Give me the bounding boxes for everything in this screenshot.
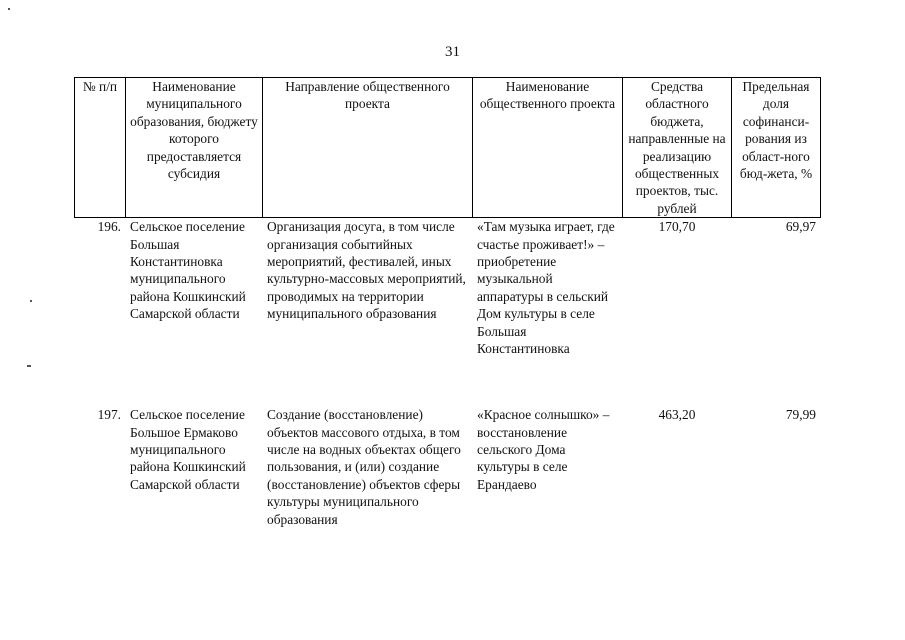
header-project-direction: Направление общественного проекта [263, 78, 473, 218]
table-row [75, 218, 821, 407]
municipality-cell: Сельское поселение Большое Ермаково муниципального района Кошкинский Самарской области [130, 407, 246, 492]
header-municipality: Наименование муниципального образования, бюджету которого предоставляется субсидия [126, 78, 263, 218]
scan-artifact [27, 365, 31, 367]
table-header-row [75, 78, 821, 218]
municipality-cell: Сельское поселение Большая Константиновка муниципального района Кошкинский Самарской области [130, 219, 246, 322]
header-project-name: Наименование общественного проекта [473, 78, 623, 218]
direction-cell: Создание (восстановление) объектов массового отдыха, в том числе на водных объектах общего пользования, и (или) создание (восстановление) объектов сферы культуры муниципального образования [267, 407, 461, 527]
cofinancing-share-cell: 69,97 [785, 219, 816, 235]
scan-artifact [30, 300, 32, 302]
subsidy-table [74, 77, 821, 536]
cofinancing-share-cell: 79,99 [785, 407, 816, 423]
header-budget-funds: Средства областного бюджета, направленные на реализацию общественных проектов, тыс. рублей [623, 78, 732, 218]
budget-funds-cell: 170,70 [658, 219, 696, 235]
header-cofinancing-share: Предельная доля софинанси-рования из област-ного бюд-жета, % [732, 78, 821, 218]
table-row [75, 406, 821, 536]
direction-cell: Организация досуга, в том числе организация событийных мероприятий, фестивалей, иных культурно-массовых мероприятий, проводимых на территории муниципального образования [267, 219, 466, 322]
budget-funds-cell: 463,20 [658, 407, 696, 423]
project-name-cell: «Красное солнышко» – восстановление сельского Дома культуры в селе Ерандаево [477, 407, 610, 492]
page-number: 31 [445, 44, 460, 60]
row-number: 196. [97, 219, 121, 235]
row-number: 197. [97, 407, 121, 423]
scan-artifact [8, 8, 10, 10]
header-number: № п/п [75, 78, 126, 218]
project-name-cell: «Там музыка играет, где счастье проживает!» – приобретение музыкальной аппаратуры в сельский Дом культуры в селе Большая Константиновка [477, 219, 615, 357]
